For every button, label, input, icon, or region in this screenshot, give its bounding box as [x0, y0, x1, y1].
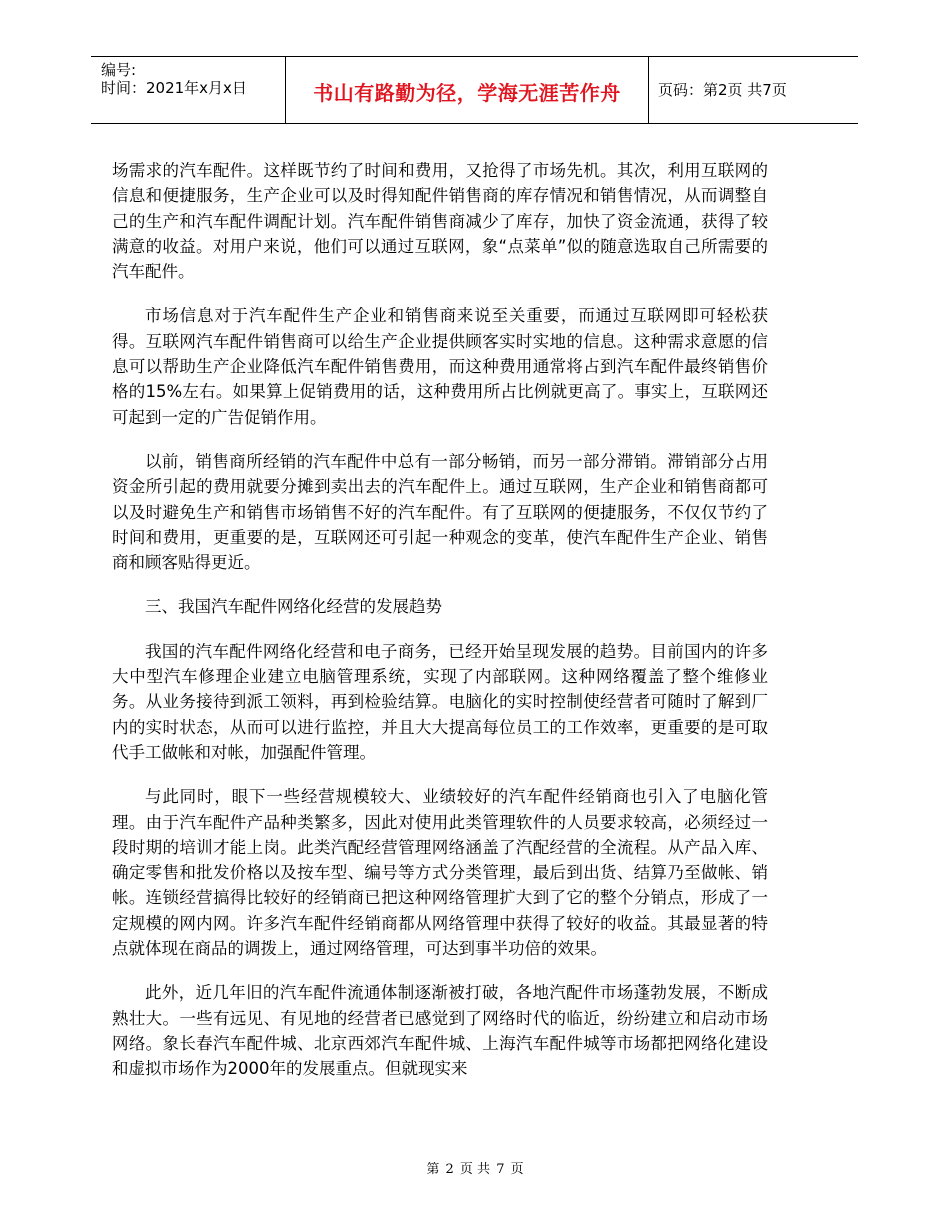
page-footer: [0, 1158, 950, 1177]
page-header: [91, 56, 858, 124]
footer-middle: 页 共: [459, 1162, 491, 1177]
document-number-label: 编号:: [101, 61, 137, 79]
footer-total-pages: 7: [496, 1162, 505, 1177]
paragraph-5: 与此同时，眼下一些经营规模较大、业绩较好的汽车配件经销商也引入了电脑化管理。由于汽车配件产品种类繁多，因此对使用此类管理软件的人员要求较高，必须经过一段时期的培训才能上岗。此类汽配经营管理网络涵盖了汽配经营的全流程。从产品入库、确定零售和批发价格以及按车型、编号等方式分类管理，最后到出货、结算乃至做帐、销帐。连锁经营搞得比较好的经销商已把这种网络管理扩大到了它的整个分销点，形成了一定规模的网内网。许多汽车配件经销商都从网络管理中获得了较好的收益。其最显著的特点就体现在商品的调拨上，通过网络管理，可达到事半功倍的效果。: [112, 787, 768, 959]
document-body: [112, 158, 768, 1101]
footer-suffix: 页: [510, 1162, 524, 1177]
paragraph-6: 此外，近几年旧的汽车配件流通体制逐渐被打破，各地汽配件市场蓬勃发展，不断成熟壮大。一些有远见、有见地的经营者已感觉到了网络时代的临近，纷纷建立和启动市场网络。象长春汽车配件城、北京西郊汽车配件城、上海汽车配件城等市场都把网络化建设和虚拟市场作为2000年的发展重点。但就现实来: [112, 983, 768, 1079]
header-meta: [101, 61, 247, 97]
footer-prefix: 第: [426, 1162, 440, 1177]
footer-current-page: 2: [445, 1162, 454, 1177]
document-time-label: 时间：2021年x月x日: [101, 79, 247, 97]
paragraph-2: 市场信息对于汽车配件生产企业和销售商来说至关重要，而通过互联网即可轻松获得。互联网汽车配件销售商可以给生产企业提供顾客实时实地的信息。这种需求意愿的信息可以帮助生产企业降低汽车配件销售费用，而这种费用通常将占到汽车配件最终销售价格的15%左右。如果算上促销费用的话，这种费用所占比例就更高了。事实上，互联网还可起到一定的广告促销作用。: [112, 306, 768, 427]
header-motto: 书山有路勤为径，学海无涯苦作舟: [313, 81, 621, 105]
paragraph-1: 场需求的汽车配件。这样既节约了时间和费用，又抢得了市场先机。其次，利用互联网的信息和便捷服务，生产企业可以及时得知配件销售商的库存情况和销售情况，从而调整自己的生产和汽车配件调配计划。汽车配件销售商减少了库存，加快了资金流通，获得了较满意的收益。对用户来说，他们可以通过互联网，象“点菜单”似的随意选取自己所需要的汽车配件。: [112, 161, 768, 282]
section-heading: 三、我国汽车配件网络化经营的发展趋势: [145, 597, 442, 617]
paragraph-4: 我国的汽车配件网络化经营和电子商务，已经开始呈现发展的趋势。目前国内的许多大中型汽车修理企业建立电脑管理系统，实现了内部联网。这种网络覆盖了整个维修业务。从业务接待到派工领料，再到检验结算。电脑化的实时控制使经营者可随时了解到厂内的实时状态，从而可以进行监控，并且大大提高每位员工的工作效率，更重要的是可取代手工做帐和对帐，加强配件管理。: [112, 641, 768, 762]
paragraph-3: 以前，销售商所经销的汽车配件中总有一部分畅销，而另一部分滞销。滞销部分占用资金所引起的费用就要分摊到卖出去的汽车配件上。通过互联网，生产企业和销售商都可以及时避免生产和销售市场销售不好的汽车配件。有了互联网的便捷服务，不仅仅节约了时间和费用，更重要的是，互联网还可引起一种观念的变革，使汽车配件生产企业、销售商和顾客贴得更近。: [112, 451, 768, 573]
header-divider-right: [648, 57, 649, 123]
header-page-info: 页码：第2页 共7页: [658, 81, 787, 99]
